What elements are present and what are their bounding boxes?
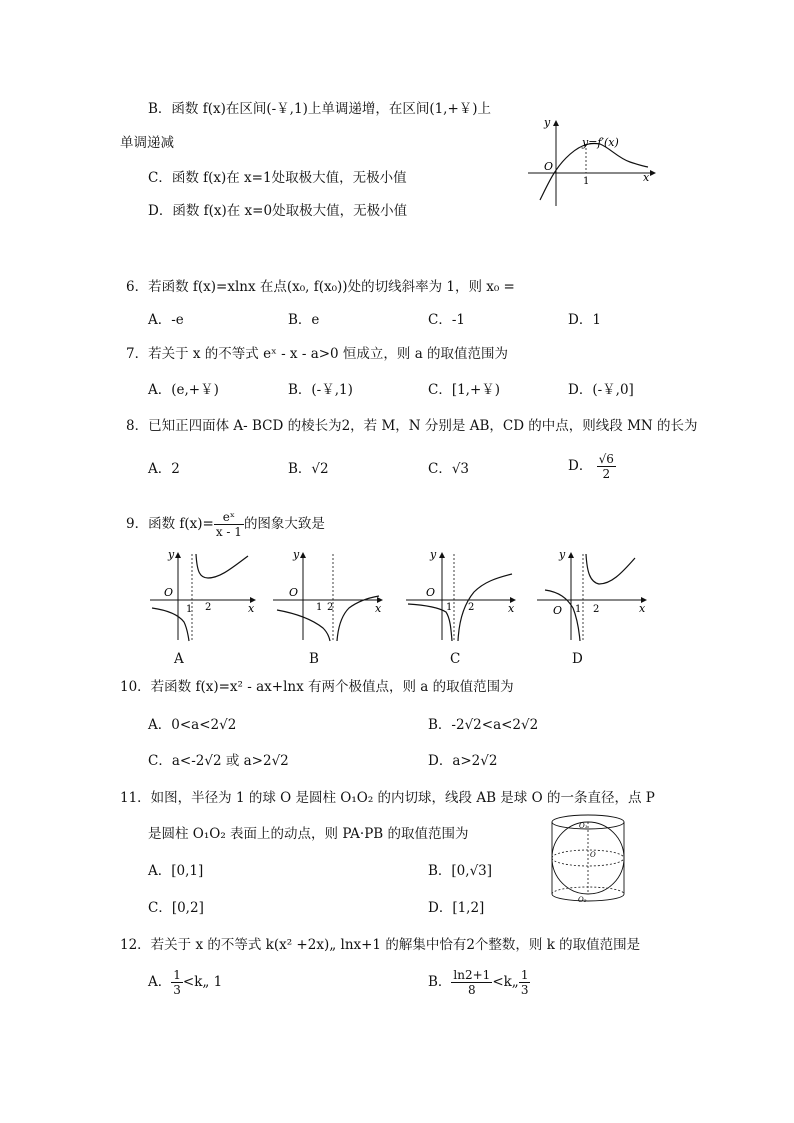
q9-b-tick1: 1	[316, 602, 323, 613]
q5-graph-x-label: x	[643, 171, 650, 184]
q12-option-b-fraction2	[519, 968, 531, 997]
q10-option-a: A．0<a<2√2	[148, 717, 237, 733]
q9-c-tick1: 1	[446, 602, 453, 613]
q9-c-origin: O	[426, 586, 436, 599]
q5-option-b-line1: B．函数 f(x)在区间(-￥,1)上单调递增，在区间(1,+￥)上	[148, 101, 492, 117]
q10-option-b: B．-2√2<a<2√2	[428, 717, 539, 733]
q7-option-b: B．(-￥,1)	[288, 382, 353, 398]
q5-option-b-line2: 单调递减	[120, 135, 174, 151]
q5-option-c: C．函数 f(x)在 x=1处取极大值，无极小值	[148, 170, 407, 186]
q11-cylinder-figure	[548, 812, 628, 904]
q9-b-y-label: y	[293, 548, 300, 561]
q9-graph-d	[537, 548, 652, 643]
q12-option-b-denominator2: 3	[520, 983, 529, 997]
q11-stem-line1: 11．如图，半径为 1 的球 O 是圆柱 O₁O₂ 的内切球，线段 AB 是球 O 的一条直径，点 P	[120, 790, 655, 806]
q7-stem: 7．若关于 x 的不等式 eˣ - x - a>0 恒成立，则 a 的取值范围为	[126, 346, 509, 362]
q7-option-d: D．(-￥,0]	[568, 382, 634, 398]
q6-option-d: D．1	[568, 312, 601, 328]
q9-d-origin: O	[553, 604, 563, 617]
q5-graph-y-label: y	[544, 116, 551, 129]
q9-stem	[126, 510, 325, 539]
q5-derivative-graph	[526, 118, 656, 208]
q11-figure-bottom: O₂	[578, 896, 587, 904]
q5-option-d: D．函数 f(x)在 x=0处取极大值，无极小值	[148, 203, 408, 219]
q9-d-tick1: 1	[575, 604, 582, 615]
q7-option-a: A．(e,+￥)	[148, 382, 219, 398]
q12-option-a-fraction	[171, 968, 183, 997]
q8-option-d	[568, 452, 616, 481]
q7-option-c: C．[1,+￥)	[428, 382, 501, 398]
q12-option-a-label: A．	[148, 974, 172, 990]
q11-option-b: B．[0,√3]	[428, 863, 493, 879]
q11-figure-top: O₁	[579, 822, 588, 830]
q8-option-a: A．2	[148, 461, 180, 477]
q6-option-c: C．-1	[428, 312, 465, 328]
q9-graph-d-label: D	[572, 651, 583, 667]
q9-c-y-label: y	[430, 548, 437, 561]
q9-graph-b	[273, 548, 388, 643]
q11-figure-center: O	[590, 851, 596, 859]
q11-option-d: D．[1,2]	[428, 900, 485, 916]
q8-stem: 8．已知正四面体 A- BCD 的棱长为2，若 M，N 分别是 AB，CD 的中点，则线段 MN 的长为	[126, 418, 698, 434]
q9-a-origin: O	[164, 586, 174, 599]
q9-graph-c	[406, 548, 521, 643]
q9-c-tick2: 2	[468, 602, 475, 613]
q6-option-a: A．-e	[148, 312, 184, 328]
q9-graph-c-label: C	[450, 651, 461, 667]
q8-option-d-label: D．	[568, 458, 593, 474]
q5-graph-curve-label: y=f′(x)	[582, 136, 619, 149]
q12-option-a-numerator: 1	[173, 968, 181, 982]
q12-option-a-suffix: <k„ 1	[182, 974, 223, 990]
q9-a-x-label: x	[248, 602, 255, 615]
q9-stem-suffix: 的图象大致是	[243, 516, 325, 532]
q5-graph-origin: O	[544, 160, 554, 173]
q12-option-a-denominator: 3	[173, 983, 181, 997]
q9-b-origin: O	[289, 586, 299, 599]
q12-option-b-fraction1	[451, 968, 492, 997]
q9-graph-a	[150, 548, 260, 643]
q9-a-y-label: y	[168, 548, 175, 561]
q8-option-d-denominator: 2	[602, 467, 611, 481]
q10-option-c: C．a<-2√2 或 a>2√2	[148, 753, 289, 769]
q11-option-c: C．[0,2]	[148, 900, 204, 916]
q10-option-d: D．a>2√2	[428, 753, 498, 769]
q9-d-x-label: x	[639, 602, 646, 615]
q8-option-d-fraction	[597, 452, 616, 481]
q12-option-b-denominator: 8	[468, 983, 476, 997]
q12-option-b-label: B．	[428, 974, 452, 990]
q12-option-a	[148, 968, 222, 997]
q5-graph-tick: 1	[583, 176, 590, 187]
q9-a-tick1: 1	[186, 604, 193, 615]
q9-graph-b-label: B	[309, 651, 319, 667]
q6-option-b: B．e	[288, 312, 320, 328]
q9-c-x-label: x	[508, 602, 515, 615]
q6-stem: 6．若函数 f(x)=xlnx 在点(x₀, f(x₀))处的切线斜率为 1，则 x₀ =	[126, 279, 515, 295]
q12-option-b-middle: <k„	[492, 974, 519, 990]
q12-option-b-numerator: ln2+1	[453, 968, 491, 982]
q12-option-b-numerator2: 1	[520, 968, 529, 982]
q9-graph-a-label: A	[174, 651, 184, 667]
q9-fraction-numerator: eˣ	[214, 510, 244, 525]
q8-option-b: B．√2	[288, 461, 329, 477]
q9-a-tick2: 2	[205, 602, 212, 613]
q9-b-tick2: 2	[327, 602, 334, 613]
q8-option-c: C．√3	[428, 461, 470, 477]
q9-b-x-label: x	[375, 602, 382, 615]
q12-stem: 12．若关于 x 的不等式 k(x² +2x)„ lnx+1 的解集中恰有2个整数，则 k 的取值范围是	[120, 937, 641, 953]
q12-option-b	[428, 968, 530, 997]
q9-stem-fraction	[214, 510, 244, 539]
q9-d-tick2: 2	[593, 604, 600, 615]
q11-stem-line2: 是圆柱 O₁O₂ 表面上的动点，则 PA·PB 的取值范围为	[148, 826, 469, 842]
q11-option-a: A．[0,1]	[148, 863, 204, 879]
q9-stem-prefix: 9．函数 f(x)=	[126, 516, 214, 532]
q9-d-y-label: y	[559, 548, 566, 561]
q10-stem: 10．若函数 f(x)=x² - ax+lnx 有两个极值点，则 a 的取值范围为	[120, 679, 514, 695]
q8-option-d-numerator: √6	[598, 452, 614, 466]
q9-fraction-denominator: x - 1	[215, 525, 242, 539]
